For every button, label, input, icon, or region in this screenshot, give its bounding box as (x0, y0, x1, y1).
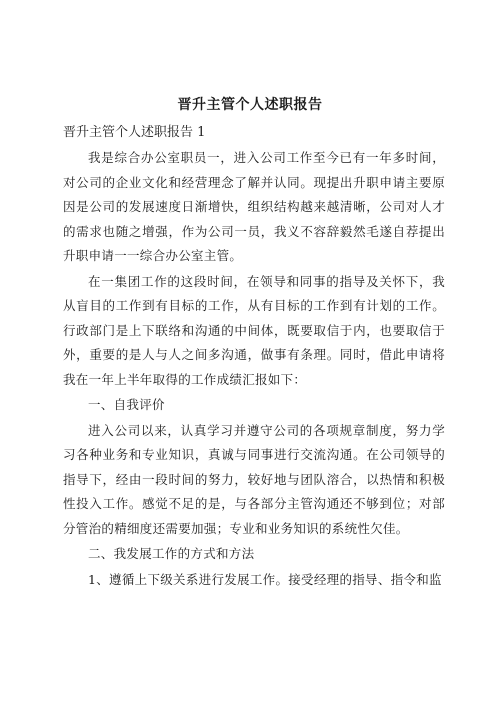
heading-self-evaluation: 一、自我评价 (88, 397, 165, 412)
document-body (63, 146, 445, 593)
paragraph-work-methods: 1、遵循上下级关系进行发展工作。接受经理的指导、指令和监 (88, 571, 442, 587)
section-heading: 晋升主管个人述职报告 1 (63, 125, 206, 140)
paragraph-self-evaluation: 进入公司以来，认真学习并遵守公司的各项规章制度，努力学习各种业务和专业知识，真诚与同事进行交流沟通。在公司领导的指导下，经由一段时间的努力，较好地与团队溶合，以热情和积极性投入工作。感觉不足的是，与各部分主管沟通还不够到位；对部分管治的精细度还需要加强；专业和业务知识的系统性欠佳。 (63, 422, 445, 536)
document-title: 晋升主管个人述职报告 (177, 97, 323, 113)
paragraph-intro: 我是综合办公室职员一，进入公司工作至今已有一年多时间，对公司的企业文化和经营理念了解并认同。现提出升职申请主要原因是公司的发展速度日渐增快，组织结构越来越清晰，公司对人才的需求也随之增强，作为公司一员，我义不容辞毅然毛遂自荐提出升职申请一一综合办公室主管。 (63, 150, 445, 263)
paragraph-work-summary: 在一集团工作的这段时间，在领导和同事的指导及关怀下，我从盲目的工作到有目标的工作，从有目标的工作到有计划的工作。行政部门是上下联络和沟通的中间体，既要取信于内，也要取信于外，重要的是人与人之间多沟通，做事有条理。同时，借此申请将我在一年上半年取得的工作成绩汇报如下： (63, 273, 445, 387)
heading-work-methods: 二、我发展工作的方式和方法 (88, 546, 255, 561)
